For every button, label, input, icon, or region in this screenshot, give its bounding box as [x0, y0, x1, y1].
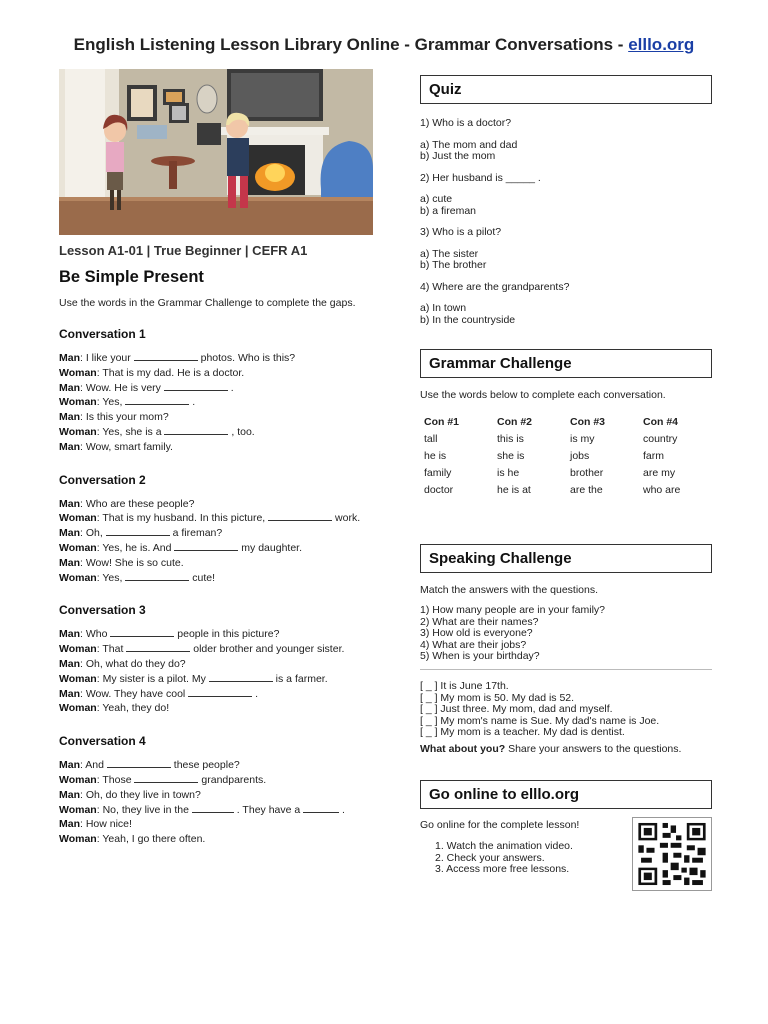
- lesson-title: Be Simple Present: [59, 268, 204, 286]
- speaking-question: 3) How old is everyone?: [420, 627, 533, 639]
- line-text: : Yeah, I go there often.: [96, 833, 206, 846]
- line-text: : That is my husband. In this picture,: [96, 512, 269, 525]
- line-text: : Yeah, they do!: [96, 702, 170, 715]
- lesson-instructions: Use the words in the Grammar Challenge to complete the gaps.: [59, 297, 356, 309]
- word-bank-cell: family: [424, 466, 452, 479]
- speaking-answer[interactable]: [ _ ] My mom is 50. My dad is 52.: [420, 691, 575, 704]
- line-text: : Wow. They have cool: [80, 687, 189, 700]
- line-text: : Yes,: [96, 571, 126, 584]
- speaking-question: 1) How many people are in your family?: [420, 604, 606, 616]
- speaker-name: Woman: [59, 571, 97, 584]
- go-online-step: 2. Check your answers.: [435, 851, 545, 864]
- speaker-name: Woman: [59, 773, 97, 786]
- blank-gap[interactable]: [110, 627, 174, 637]
- word-bank-cell: he is: [424, 449, 447, 462]
- dialogue-line: [59, 497, 389, 512]
- speaker-name: Man: [59, 628, 80, 641]
- dialogue-line: [59, 758, 389, 773]
- dialogue-line: [59, 657, 389, 672]
- line-text: older brother and younger sister.: [190, 643, 345, 656]
- line-text: . They have a: [233, 803, 304, 816]
- line-text: , too.: [228, 425, 255, 438]
- divider: [420, 669, 712, 670]
- blank-gap[interactable]: [209, 672, 273, 682]
- conversation-heading: Conversation 2: [59, 472, 146, 487]
- dialogue-line: [59, 395, 389, 410]
- line-text: is a farmer.: [272, 672, 328, 685]
- blank-gap[interactable]: [192, 803, 234, 813]
- dialogue-line: [59, 440, 389, 455]
- word-bank-cell: doctor: [424, 483, 454, 496]
- line-text: : Is this your mom?: [80, 411, 169, 424]
- dialogue-line: [59, 351, 389, 366]
- line-text: grandparents.: [198, 773, 267, 786]
- dialogue-line: [59, 511, 389, 526]
- dialogue-line: [59, 817, 389, 832]
- word-bank-cell: are my: [643, 466, 676, 479]
- line-text: .: [252, 687, 259, 700]
- lesson-illustration: [59, 69, 373, 235]
- speaker-name: Woman: [59, 643, 97, 656]
- line-text: : Those: [96, 773, 135, 786]
- quiz-item: [420, 227, 569, 272]
- dialogue-line: [59, 672, 389, 687]
- quiz-option-b[interactable]: b) a fireman: [420, 204, 477, 217]
- conversation-heading: Conversation 4: [59, 734, 146, 749]
- line-text: : Yes, she is a: [96, 425, 165, 438]
- word-bank-table: [424, 413, 716, 498]
- what-about-you-label: What about you?: [420, 743, 506, 755]
- line-text: : Who: [80, 628, 111, 641]
- quiz-item: [420, 282, 569, 327]
- word-bank-cell: tall: [424, 432, 438, 445]
- line-text: : That: [96, 643, 127, 656]
- quiz-item: [420, 173, 569, 218]
- speaker-name: Man: [59, 556, 80, 569]
- speaker-name: Man: [59, 411, 80, 424]
- line-text: : How nice!: [80, 818, 132, 831]
- word-bank-row: [424, 464, 716, 481]
- line-text: : That is my dad. He is a doctor.: [96, 366, 245, 379]
- what-about-you-text: Share your answers to the questions.: [505, 743, 682, 755]
- dialogue-line: [59, 410, 389, 425]
- speaker-name: Man: [59, 527, 80, 540]
- blank-gap[interactable]: [164, 425, 228, 435]
- lesson-meta: Lesson A1-01 | True Beginner | CEFR A1: [59, 243, 308, 258]
- blank-gap[interactable]: [303, 803, 339, 813]
- speaking-question: 2) What are their names?: [420, 615, 539, 628]
- word-bank-cell: is he: [497, 466, 520, 479]
- conversation-heading: Conversation 1: [59, 327, 146, 341]
- quiz-questions: [420, 118, 569, 336]
- go-online-heading: Go online to elllo.org: [420, 780, 712, 809]
- quiz-question: 2) Her husband is _____ .: [420, 171, 541, 184]
- line-text: : Yes, he is. And: [96, 541, 175, 554]
- speaking-question: 4) What are their jobs?: [420, 638, 527, 651]
- dialogue-line: [59, 627, 389, 642]
- word-bank-column-header: Con #4: [643, 415, 679, 428]
- go-online-step: 3. Access more free lessons.: [435, 863, 570, 875]
- word-bank-cell: is my: [570, 432, 595, 445]
- line-text: .: [339, 803, 345, 816]
- quiz-option-b[interactable]: b) Just the mom: [420, 150, 496, 162]
- dialogue-line: [59, 642, 389, 657]
- grammar-challenge-heading: Grammar Challenge: [420, 349, 712, 378]
- line-text: a fireman?: [169, 527, 223, 540]
- speaker-name: Man: [59, 440, 80, 453]
- line-text: : Wow! She is so cute.: [80, 556, 184, 569]
- blank-gap[interactable]: [268, 511, 332, 521]
- line-text: : Yes,: [96, 396, 126, 409]
- word-bank-cell: are the: [570, 483, 603, 496]
- word-bank-row: [424, 481, 716, 498]
- blank-gap[interactable]: [107, 758, 171, 768]
- speaking-answers: [420, 681, 659, 739]
- quiz-question: 4) Where are the grandparents?: [420, 280, 570, 293]
- page-title-text: English Listening Lesson Library Online - Grammar Conversations -: [73, 35, 629, 54]
- word-bank-column-header: Con #2: [497, 415, 533, 428]
- line-text: .: [189, 396, 196, 409]
- line-text: work.: [332, 512, 361, 525]
- speaking-questions: [420, 605, 605, 663]
- blank-gap[interactable]: [126, 642, 190, 652]
- speaker-name: Man: [59, 657, 80, 670]
- dialogue-line: [59, 687, 389, 702]
- word-bank-cell: he is at: [497, 483, 531, 496]
- quiz-question: 1) Who is a doctor?: [420, 117, 512, 129]
- quiz-option-a[interactable]: a) cute: [420, 193, 453, 205]
- blank-gap[interactable]: [174, 541, 238, 551]
- dialogue-line: [59, 381, 389, 396]
- word-bank-column-header: Con #1: [424, 415, 460, 428]
- speaker-name: Woman: [59, 425, 97, 438]
- word-bank-cell: brother: [570, 466, 604, 479]
- blank-gap[interactable]: [188, 687, 252, 697]
- line-text: : Oh, do they live in town?: [80, 788, 201, 801]
- blank-gap[interactable]: [125, 395, 189, 405]
- speaker-name: Woman: [59, 396, 97, 409]
- word-bank-cell: country: [643, 432, 678, 445]
- word-bank-column-header: Con #3: [570, 415, 606, 428]
- what-about-you: [420, 744, 681, 756]
- speaker-name: Man: [59, 788, 80, 801]
- quiz-item: [420, 118, 569, 163]
- line-text: people in this picture?: [174, 628, 280, 641]
- quiz-option-a[interactable]: a) The mom and dad: [420, 138, 518, 151]
- dialogue-line: [59, 541, 389, 556]
- speaker-name: Woman: [59, 803, 97, 816]
- word-bank-row: [424, 447, 716, 464]
- quiz-option-a[interactable]: a) The sister: [420, 247, 479, 260]
- line-text: : Oh,: [80, 527, 106, 540]
- line-text: : I like your: [80, 352, 134, 364]
- speaker-name: Man: [59, 352, 80, 364]
- dialogue-line: [59, 571, 389, 586]
- dialogue-line: [59, 803, 389, 818]
- word-bank-cell: this is: [497, 432, 524, 445]
- grammar-challenge-instructions: Use the words below to complete each conversation.: [420, 389, 666, 401]
- blank-gap[interactable]: [164, 381, 228, 391]
- go-online-intro: Go online for the complete lesson!: [420, 819, 580, 831]
- word-bank-cell: jobs: [570, 449, 590, 462]
- quiz-option-a[interactable]: a) In town: [420, 302, 467, 314]
- speaker-name: Man: [59, 759, 80, 772]
- speaker-name: Woman: [59, 833, 97, 846]
- blank-gap[interactable]: [134, 773, 198, 783]
- speaker-name: Woman: [59, 512, 97, 525]
- line-text: photos. Who is this?: [197, 352, 296, 364]
- blank-gap[interactable]: [106, 526, 170, 536]
- speaking-instructions: Match the answers with the questions.: [420, 584, 599, 596]
- speaker-name: Man: [59, 381, 80, 394]
- blank-gap[interactable]: [125, 571, 189, 581]
- word-bank-cell: who are: [643, 483, 681, 496]
- speaking-answer[interactable]: [ _ ] It is June 17th.: [420, 680, 509, 692]
- qr-code[interactable]: [632, 817, 712, 891]
- go-online-step: 1. Watch the animation video.: [435, 840, 573, 852]
- dialogue-line: [59, 832, 389, 847]
- go-online-steps: [435, 841, 573, 876]
- elllo-link[interactable]: elllo.org: [628, 35, 695, 54]
- line-text: cute!: [189, 571, 216, 584]
- line-text: : Wow, smart family.: [80, 440, 173, 453]
- quiz-option-b[interactable]: b) In the countryside: [420, 313, 516, 326]
- speaker-name: Man: [59, 497, 80, 510]
- conversations: [59, 327, 389, 847]
- quiz-question: 3) Who is a pilot?: [420, 226, 502, 238]
- line-text: my daughter.: [238, 541, 303, 554]
- speaking-answer[interactable]: [ _ ] Just three. My mom, dad and myself.: [420, 703, 613, 715]
- speaker-name: Woman: [59, 672, 97, 685]
- dialogue-line: [59, 701, 389, 716]
- word-bank-cell: farm: [643, 449, 664, 462]
- word-bank-row: [424, 430, 716, 447]
- line-text: : And: [80, 759, 107, 772]
- speaking-answer[interactable]: [ _ ] My mom is a teacher. My dad is dentist.: [420, 726, 625, 738]
- blank-gap[interactable]: [134, 351, 198, 361]
- speaking-answer[interactable]: [ _ ] My mom's name is Sue. My dad's name is Joe.: [420, 714, 660, 727]
- line-text: these people?: [170, 759, 240, 772]
- quiz-option-b[interactable]: b) The brother: [420, 259, 487, 271]
- conversation-heading: Conversation 3: [59, 603, 146, 618]
- lesson-content: [59, 243, 389, 847]
- speaker-name: Woman: [59, 541, 97, 554]
- dialogue-line: [59, 788, 389, 803]
- line-text: : Oh, what do they do?: [80, 657, 186, 670]
- line-text: : My sister is a pilot. My: [96, 672, 209, 685]
- line-text: .: [227, 381, 234, 394]
- dialogue-line: [59, 366, 389, 381]
- speaking-challenge-heading: Speaking Challenge: [420, 544, 712, 573]
- word-bank-cell: she is: [497, 449, 525, 462]
- line-text: : Wow. He is very: [80, 381, 164, 394]
- speaker-name: Woman: [59, 702, 97, 715]
- speaker-name: Man: [59, 687, 80, 700]
- speaker-name: Man: [59, 818, 80, 831]
- dialogue-line: [59, 556, 389, 571]
- quiz-heading: Quiz: [420, 75, 712, 104]
- dialogue-line: [59, 526, 389, 541]
- line-text: : No, they live in the: [96, 803, 192, 816]
- speaking-question: 5) When is your birthday?: [420, 650, 540, 662]
- line-text: : Who are these people?: [80, 497, 195, 510]
- page-title: [0, 35, 768, 55]
- dialogue-line: [59, 773, 389, 788]
- dialogue-line: [59, 425, 389, 440]
- speaker-name: Woman: [59, 366, 97, 379]
